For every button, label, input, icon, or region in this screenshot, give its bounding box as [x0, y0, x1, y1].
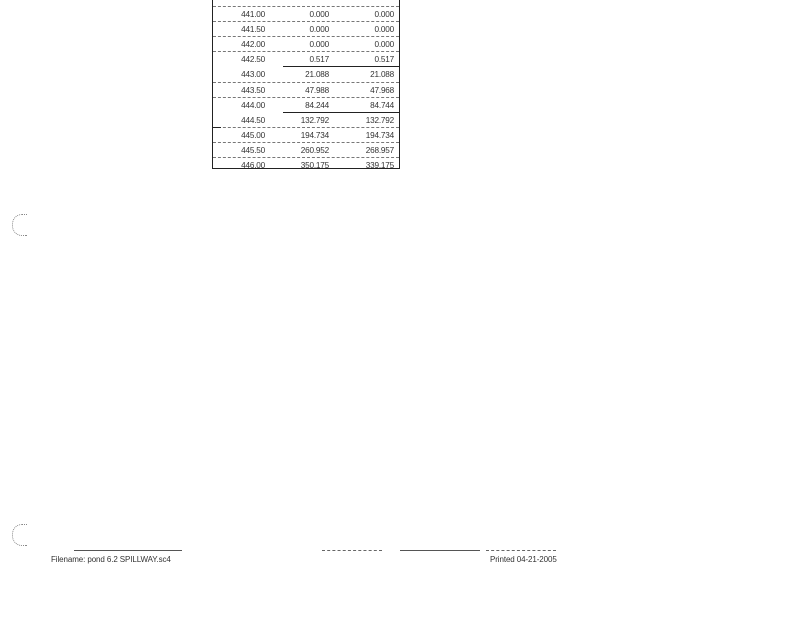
footer-filename: Filename: pond 6.2 SPILLWAY.sc4	[51, 555, 171, 564]
value-cell: 0.000	[374, 25, 394, 35]
punch-hole-mark	[12, 524, 27, 546]
value-cell: 0.000	[309, 10, 329, 20]
value-cell: 0.517	[309, 55, 329, 65]
elevation-cell: 443.00	[241, 70, 265, 80]
elevation-cell: 441.00	[241, 10, 265, 20]
value-cell: 47.988	[305, 85, 329, 95]
elevation-cell: 445.50	[241, 145, 265, 155]
value-cell: 0.517	[374, 55, 394, 65]
elevation-cell: 441.50	[241, 25, 265, 35]
table-row	[213, 37, 399, 52]
elevation-cell: 446.00	[241, 161, 265, 171]
table-row	[213, 67, 399, 82]
value-cell: 0.000	[309, 25, 329, 35]
table-row	[213, 98, 399, 113]
value-cell: 0.000	[374, 40, 394, 50]
elevation-cell: 444.00	[241, 100, 265, 110]
value-cell: 21.088	[305, 70, 329, 80]
value-cell: 132.792	[300, 115, 329, 125]
footer-rule	[74, 550, 182, 551]
value-cell: 350.175	[300, 161, 329, 171]
value-cell: 84.744	[370, 100, 394, 110]
value-cell: 84.244	[305, 100, 329, 110]
table-row	[213, 7, 399, 22]
punch-hole-mark	[12, 214, 27, 236]
footer-rule	[322, 550, 382, 551]
value-cell: 132.792	[365, 115, 394, 125]
table-row	[213, 22, 399, 37]
footer-rule	[486, 550, 556, 551]
table-row	[213, 128, 399, 143]
value-cell: 194.734	[365, 130, 394, 140]
footer-rule	[400, 550, 480, 551]
value-cell: 0.000	[374, 10, 394, 20]
table-row	[213, 0, 399, 7]
value-cell: 339.175	[365, 161, 394, 171]
table-row	[213, 113, 399, 128]
table-row	[213, 158, 399, 173]
elevation-cell: 442.50	[241, 55, 265, 65]
table-row	[213, 83, 399, 98]
stage-discharge-table	[212, 0, 400, 169]
table-row	[213, 52, 399, 67]
value-cell: 21.088	[370, 70, 394, 80]
value-cell: 268.957	[365, 145, 394, 155]
value-cell: 47.968	[370, 85, 394, 95]
elevation-cell: 443.50	[241, 85, 265, 95]
elevation-cell: 444.50	[241, 115, 265, 125]
footer-printed-date: Printed 04-21-2005	[490, 555, 557, 564]
value-cell: 260.952	[300, 145, 329, 155]
value-cell: 194.734	[300, 130, 329, 140]
table-row	[213, 143, 399, 158]
value-cell: 0.000	[309, 40, 329, 50]
elevation-cell: 442.00	[241, 40, 265, 50]
elevation-cell: 445.00	[241, 130, 265, 140]
